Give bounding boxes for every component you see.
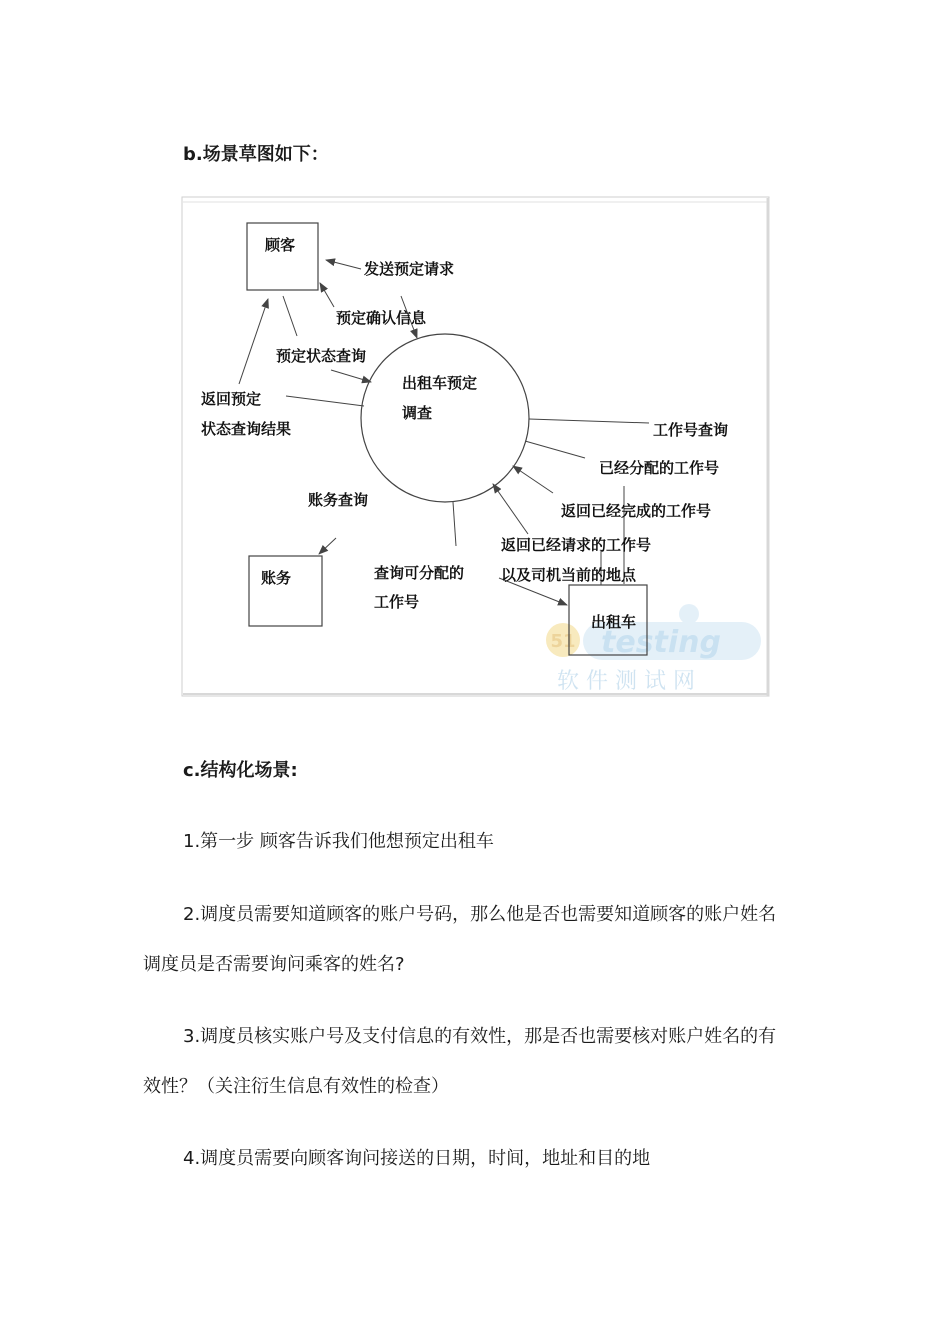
step-2-line-1: 2.调度员需要知道顾客的账户号码，那么他是否也需要知道顾客的账户姓名 bbox=[183, 904, 777, 925]
flow-label-assigned-job: 已经分配的工作号 bbox=[599, 459, 720, 477]
flow-label-return-completed: 返回已经完成的工作号 bbox=[561, 502, 712, 520]
step-4: 4.调度员需要向顾客询问接送的日期，时间，地址和目的地 bbox=[183, 1148, 651, 1169]
flow-label-account-query: 账务查询 bbox=[308, 491, 369, 509]
process-label-line2: 调查 bbox=[402, 404, 433, 422]
step-2-line-2: 调度员是否需要询问乘客的姓名? bbox=[143, 954, 405, 975]
scenario-sketch-diagram bbox=[181, 196, 771, 698]
entity-customer-label: 顾客 bbox=[265, 236, 296, 254]
flow-label-return-status-2: 状态查询结果 bbox=[201, 420, 292, 438]
flow-label-status-query: 预定状态查询 bbox=[276, 347, 367, 365]
entity-accounts-label: 账务 bbox=[261, 569, 292, 587]
flow-label-return-status-1: 返回预定 bbox=[201, 390, 262, 408]
section-b-heading: b.场景草图如下： bbox=[183, 144, 329, 165]
flow-label-return-requested-2: 以及司机当前的地点 bbox=[501, 566, 637, 584]
flow-label-confirm-info: 预定确认信息 bbox=[336, 309, 427, 327]
flow-label-return-requested-1: 返回已经请求的工作号 bbox=[501, 536, 652, 554]
section-c-heading: c.结构化场景: bbox=[183, 760, 298, 781]
entity-taxi-label: 出租车 bbox=[591, 613, 637, 631]
flow-label-query-assignable-2: 工作号 bbox=[374, 593, 420, 611]
step-3-line-1: 3.调度员核实账户号及支付信息的有效性，那是否也需要核对账户姓名的有 bbox=[183, 1026, 777, 1047]
svg-text:testing: testing bbox=[601, 625, 721, 660]
flow-label-send-request: 发送预定请求 bbox=[364, 260, 455, 278]
step-3-line-2: 效性？（关注衍生信息有效性的检查） bbox=[143, 1076, 449, 1097]
svg-text:51: 51 bbox=[550, 631, 576, 652]
step-1: 1.第一步 顾客告诉我们他想预定出租车 bbox=[183, 831, 494, 852]
flow-label-job-query: 工作号查询 bbox=[653, 421, 729, 439]
svg-text:软 件 测 试 网: 软 件 测 试 网 bbox=[557, 669, 695, 694]
flow-label-query-assignable-1: 查询可分配的 bbox=[374, 564, 465, 582]
figure-frame bbox=[182, 197, 769, 696]
process-label-line1: 出租车预定 bbox=[402, 374, 478, 392]
